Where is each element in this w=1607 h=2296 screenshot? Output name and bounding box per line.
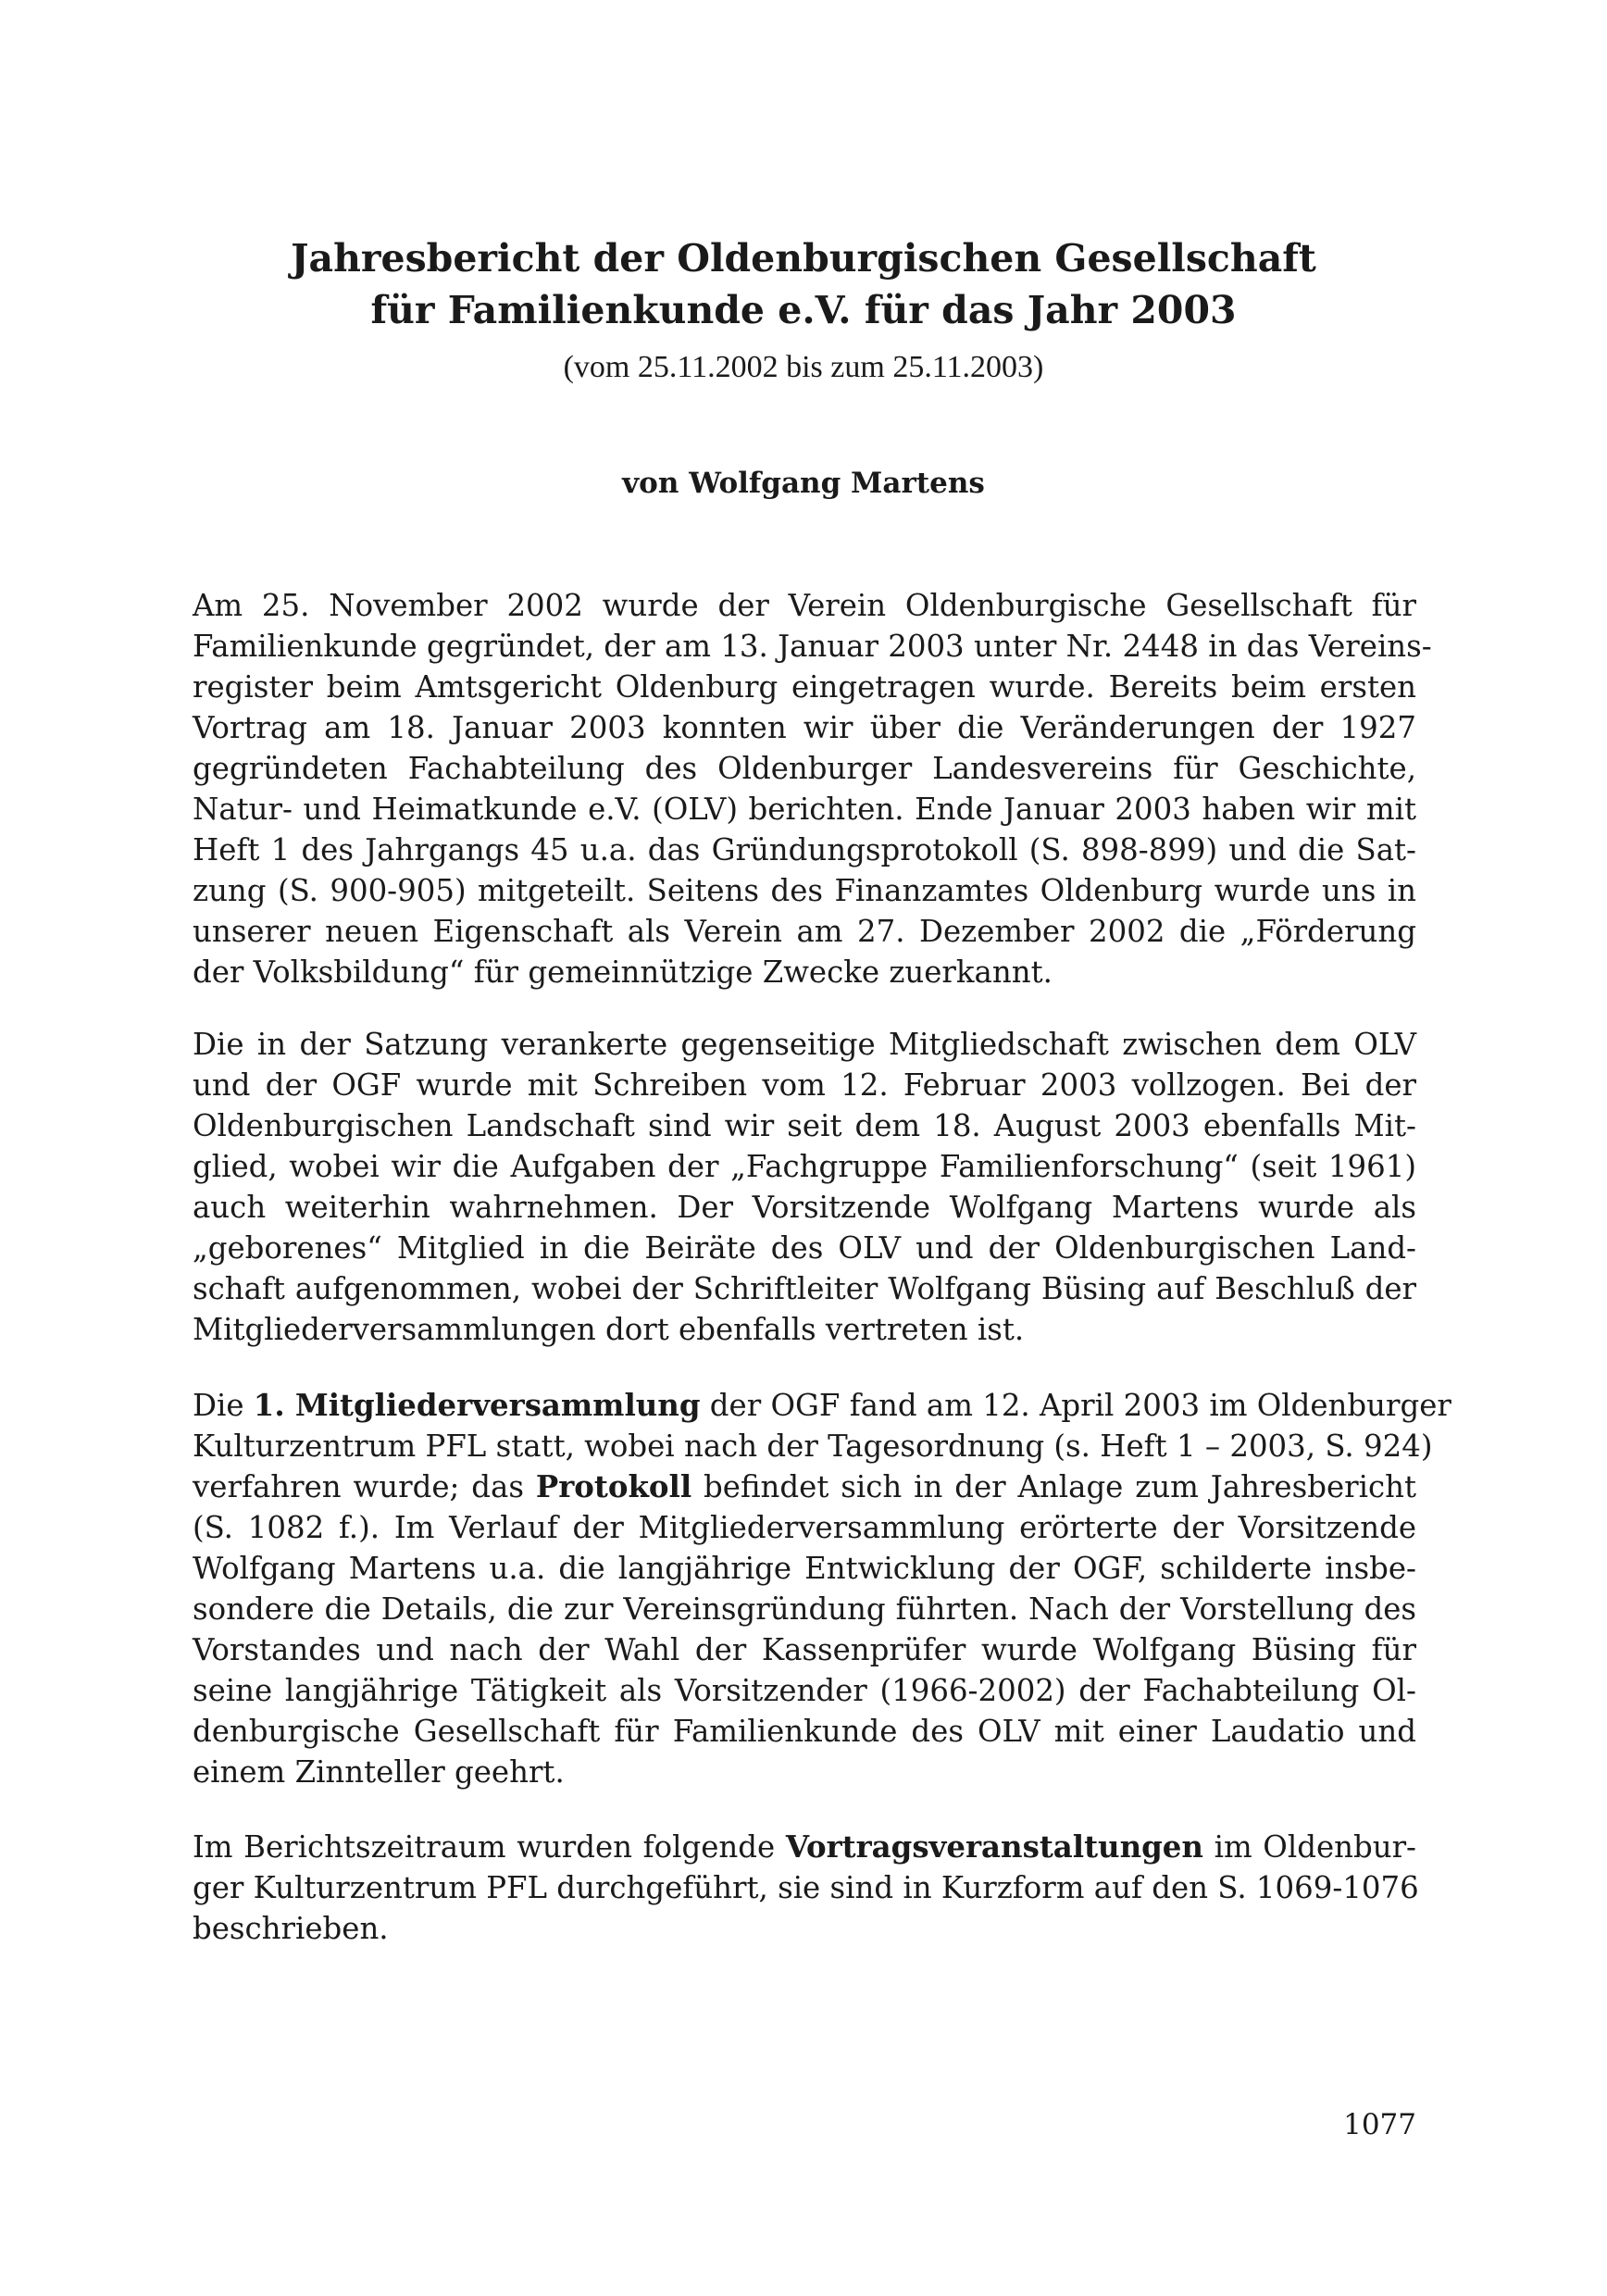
- text-line: [193, 1507, 1416, 1548]
- paragraph-lectures: [193, 1827, 1419, 1949]
- text-segment: (S. 1082 f.). Im Verlauf der Mitgliederversammlung erörterte der Vorsitzende: [193, 1510, 1416, 1545]
- text-line: [193, 830, 1416, 870]
- text-segment: ger Kulturzentrum PFL durchgeführt, sie sind in Kurzform auf den S. 1069-1076: [193, 1870, 1419, 1905]
- text-line: [193, 1146, 1416, 1187]
- bold-term: Vortragsveranstaltungen: [785, 1829, 1203, 1865]
- paragraph-general-assembly: [193, 1385, 1451, 1792]
- text-segment: Oldenburgischen Landschaft sind wir seit dem 18. August 2003 ebenfalls Mit-: [193, 1108, 1416, 1143]
- text-segment: auch weiterhin wahrnehmen. Der Vorsitzende Wolfgang Martens wurde als: [193, 1190, 1416, 1225]
- text-line: [193, 1385, 1451, 1426]
- text-segment: Vortrag am 18. Januar 2003 konnten wir über die Veränderungen der 1927: [193, 710, 1416, 745]
- text-line: [193, 1589, 1416, 1629]
- text-segment: der OGF fand am 12. April 2003 im Oldenburger: [700, 1388, 1451, 1423]
- text-segment: einem Zinnteller geehrt.: [193, 1754, 565, 1790]
- page-title-line-2: für Familienkunde e.V. für das Jahr 2003: [370, 288, 1237, 332]
- text-segment: verfahren wurde; das: [193, 1469, 536, 1504]
- text-line: [193, 1187, 1416, 1228]
- text-line: [193, 585, 1416, 626]
- text-line: [193, 1309, 1416, 1350]
- text-line: [193, 1629, 1416, 1670]
- text-segment: Die: [193, 1388, 254, 1423]
- date-range-subtitle: (vom 25.11.2002 bis zum 25.11.2003): [563, 350, 1044, 384]
- text-segment: seine langjährige Tätigkeit als Vorsitzender (1966-2002) der Fachabteilung Ol-: [193, 1673, 1416, 1708]
- text-line: [193, 626, 1432, 667]
- text-line: [193, 707, 1416, 748]
- text-line: [193, 748, 1416, 789]
- text-segment: zung (S. 900-905) mitgeteilt. Seitens des Finanzamtes Oldenburg wurde uns in: [193, 873, 1416, 908]
- text-segment: Am 25. November 2002 wurde der Verein Oldenburgische Gesellschaft für: [193, 588, 1416, 623]
- text-segment: „geborenes“ Mitglied in die Beiräte des OLV und der Oldenburgischen Land-: [193, 1230, 1416, 1266]
- text-segment: sondere die Details, die zur Vereinsgründung führten. Nach der Vorstellung des: [193, 1591, 1416, 1627]
- page-title-line-1: Jahresbericht der Oldenburgischen Gesellschaft: [291, 236, 1316, 281]
- text-segment: Kulturzentrum PFL statt, wobei nach der Tagesordnung (s. Heft 1 – 2003, S. 924): [193, 1429, 1433, 1464]
- text-line: [193, 911, 1416, 952]
- text-line: [193, 1268, 1416, 1309]
- text-segment: schaft aufgenommen, wobei der Schriftleiter Wolfgang Büsing auf Beschluß der: [193, 1271, 1416, 1306]
- text-segment: Die in der Satzung verankerte gegenseitige Mitgliedschaft zwischen dem OLV: [193, 1027, 1416, 1062]
- text-segment: und der OGF wurde mit Schreiben vom 12. Februar 2003 vollzogen. Bei der: [193, 1067, 1416, 1103]
- text-line: [193, 1105, 1416, 1146]
- text-line: [193, 1670, 1416, 1711]
- text-segment: Wolfgang Martens u.a. die langjährige Entwicklung der OGF, schilderte insbe-: [193, 1551, 1416, 1586]
- text-segment: register beim Amtsgericht Oldenburg eingetragen wurde. Bereits beim ersten: [193, 669, 1416, 705]
- text-segment: Mitgliederversammlungen dort ebenfalls vertreten ist.: [193, 1312, 1025, 1347]
- paragraph-membership: [193, 1024, 1416, 1350]
- text-line: [193, 1548, 1416, 1589]
- text-line: [193, 1752, 1416, 1792]
- text-segment: Im Berichtszeitraum wurden folgende: [193, 1829, 786, 1865]
- page-number: 1077: [1343, 2108, 1416, 2141]
- text-segment: Natur- und Heimatkunde e.V. (OLV) berichten. Ende Januar 2003 haben wir mit: [193, 792, 1416, 827]
- text-segment: Heft 1 des Jahrgangs 45 u.a. das Gründungsprotokoll (S. 898-899) und die Sat-: [193, 832, 1416, 867]
- text-segment: unserer neuen Eigenschaft als Verein am 27. Dezember 2002 die „Förderung: [193, 914, 1416, 949]
- author-byline: von Wolfgang Martens: [622, 467, 985, 500]
- text-segment: befindet sich in der Anlage zum Jahresbericht: [691, 1469, 1416, 1504]
- text-line: [193, 789, 1416, 830]
- text-line: [193, 667, 1416, 707]
- text-line: [193, 1908, 1416, 1949]
- text-segment: im Oldenbur-: [1202, 1829, 1416, 1865]
- text-line: [193, 1867, 1419, 1908]
- text-line: [193, 1711, 1416, 1752]
- text-line: [193, 952, 1416, 992]
- text-segment: denburgische Gesellschaft für Familienkunde des OLV mit einer Laudatio und: [193, 1714, 1416, 1749]
- text-segment: Vorstandes und nach der Wahl der Kassenprüfer wurde Wolfgang Büsing für: [193, 1632, 1416, 1667]
- text-line: [193, 1228, 1416, 1268]
- text-line: [193, 1065, 1416, 1105]
- bold-term: 1. Mitgliederversammlung: [253, 1388, 701, 1423]
- text-segment: der Volksbildung“ für gemeinnützige Zwecke zuerkannt.: [193, 955, 1053, 990]
- text-line: [193, 1466, 1416, 1507]
- text-line: [193, 1426, 1433, 1466]
- text-segment: Familienkunde gegründet, der am 13. Januar 2003 unter Nr. 2448 in das Vereins-: [193, 629, 1432, 664]
- text-segment: gegründeten Fachabteilung des Oldenburger Landesvereins für Geschichte,: [193, 751, 1416, 786]
- text-line: [193, 870, 1416, 911]
- paragraph-founding: [193, 585, 1432, 992]
- text-line: [193, 1827, 1416, 1867]
- text-segment: beschrieben.: [193, 1911, 389, 1946]
- text-segment: glied, wobei wir die Aufgaben der „Fachgruppe Familienforschung“ (seit 1961): [193, 1149, 1416, 1184]
- bold-term: Protokoll: [535, 1469, 692, 1504]
- text-line: [193, 1024, 1416, 1065]
